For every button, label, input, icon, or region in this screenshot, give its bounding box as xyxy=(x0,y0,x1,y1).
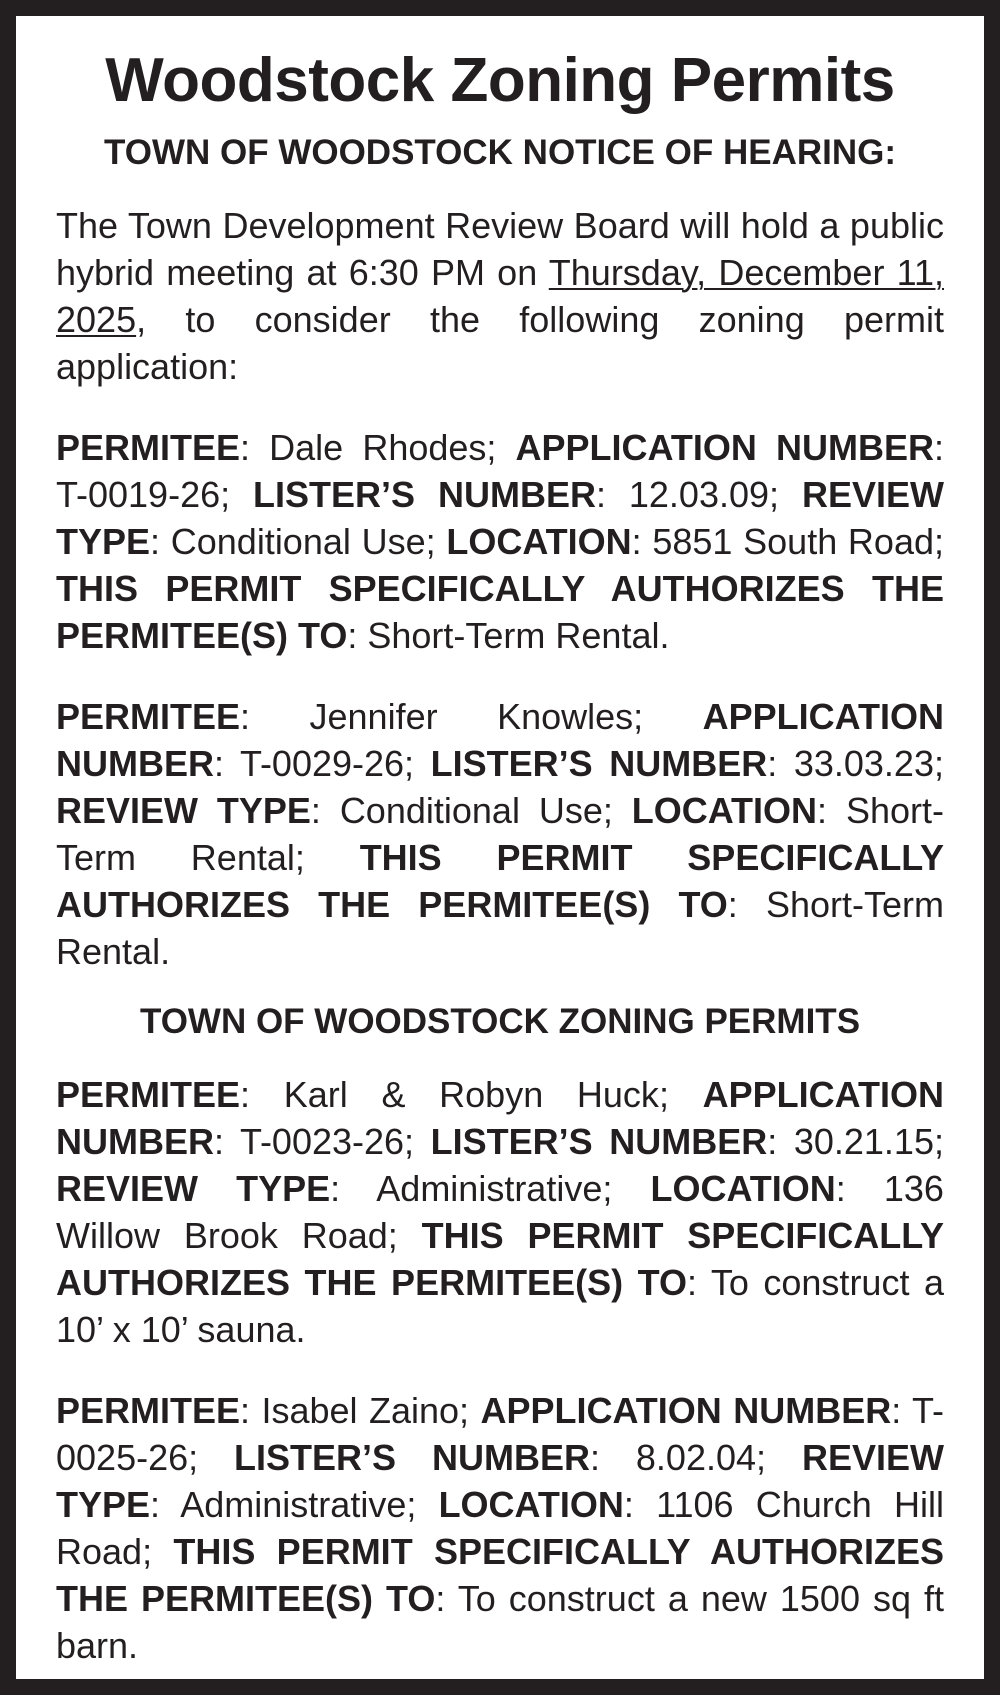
location-label: LOCATION xyxy=(438,1484,624,1525)
intro-text-before: The Town Development Review Board will hold a public hybrid meeting at 6:30 PM on xyxy=(56,205,944,293)
permit-entry: PERMITEE: Karl & Robyn Huck; APPLICATION NUMBER: T-0023-26; LISTER’S NUMBER: 30.21.15; REVIEW TYPE: Administrative; LOCATION: 136 Willow Brook Road; THIS PERMIT SPECIFICALLY AUTHORIZES THE PERMITEE(S) TO: To construct a 10’ x 10’ sauna. xyxy=(56,1074,944,1350)
hearing-heading: TOWN OF WOODSTOCK NOTICE OF HEARING: xyxy=(103,133,896,172)
permitee-label: PERMITEE xyxy=(56,696,241,737)
review-type-label: REVIEW TYPE xyxy=(56,1168,331,1209)
application-number: T-0019-26 xyxy=(56,474,221,515)
authorizes-text: To construct a 10’ x 10’ sauna. xyxy=(56,1262,944,1350)
listers-number-label: LISTER’S NUMBER xyxy=(430,743,768,784)
authorizes-text: Short-Term Rental. xyxy=(56,884,944,972)
listers-number: 33.03.23 xyxy=(793,743,934,784)
review-type-label: REVIEW TYPE xyxy=(56,474,944,562)
review-type: Administrative xyxy=(376,1168,603,1209)
review-type-label: REVIEW TYPE xyxy=(56,1437,944,1525)
location-label: LOCATION xyxy=(631,790,818,831)
permitee-label: PERMITEE xyxy=(56,427,241,468)
page-title: Woodstock Zoning Permits xyxy=(105,46,895,115)
location: Short-Term Rental xyxy=(56,790,944,878)
authorizes-text: To construct a new 1500 sq ft barn. xyxy=(56,1578,945,1666)
location: 1106 Church Hill Road xyxy=(56,1484,944,1572)
application-number-label: APPLICATION NUMBER xyxy=(480,1390,892,1431)
permits-heading: TOWN OF WOODSTOCK ZONING PERMITS xyxy=(139,1002,861,1041)
review-type: Conditional Use xyxy=(170,521,426,562)
location: 136 Willow Brook Road xyxy=(56,1168,944,1256)
listers-number: 8.02.04 xyxy=(635,1437,757,1478)
permit-entry: PERMITEE: Isabel Zaino; APPLICATION NUMBER: T-0025-26; LISTER’S NUMBER: 8.02.04; REVIEW TYPE: Administrative; LOCATION: 1106 Church Hill Road; THIS PERMIT SPECIFICALLY AUTHORIZES THE PERMITEE(S) TO: To construct a new 1500 sq ft barn. xyxy=(56,1390,945,1666)
listers-number-label: LISTER’S NUMBER xyxy=(234,1437,590,1478)
authorizes-text: Short-Term Rental. xyxy=(367,615,670,656)
permit-entry: PERMITEE: Jennifer Knowles; APPLICATION NUMBER: T-0029-26; LISTER’S NUMBER: 33.03.23; REVIEW TYPE: Conditional Use; LOCATION: Short-Term Rental; THIS PERMIT SPECIFICALLY AUTHORIZES THE PERMITEE(S) TO: Short-Term Rental. xyxy=(56,696,945,972)
listers-number: 30.21.15 xyxy=(793,1121,934,1162)
authorizes-label: THIS PERMIT SPECIFICALLY AUTHORIZES THE PERMITEE(S) TO xyxy=(56,568,944,656)
hearing-date: Thursday, December 11, 2025 xyxy=(56,252,944,340)
notice-content xyxy=(56,40,944,1669)
permitee-name: Jennifer Knowles xyxy=(309,696,634,737)
listers-number-label: LISTER’S NUMBER xyxy=(253,474,596,515)
application-number-label: APPLICATION NUMBER xyxy=(56,1074,944,1162)
listers-number-label: LISTER’S NUMBER xyxy=(430,1121,768,1162)
authorizes-label: THIS PERMIT SPECIFICALLY AUTHORIZES THE PERMITEE(S) TO xyxy=(56,1215,944,1303)
review-type: Conditional Use xyxy=(339,790,603,831)
authorizes-label: THIS PERMIT SPECIFICALLY AUTHORIZES THE PERMITEE(S) TO xyxy=(56,1531,944,1619)
permit-entry: PERMITEE: Dale Rhodes; APPLICATION NUMBER: T-0019-26; LISTER’S NUMBER: 12.03.09; REVIEW TYPE: Conditional Use; LOCATION: 5851 South Road; THIS PERMIT SPECIFICALLY AUTHORIZES THE PERMITEE(S) TO: Short-Term Rental. xyxy=(56,427,945,656)
application-number-label: APPLICATION NUMBER xyxy=(56,696,944,784)
intro-text-after: , to consider the following zoning permit application: xyxy=(56,299,944,387)
hearing-intro xyxy=(56,202,944,390)
permitee-label: PERMITEE xyxy=(56,1074,241,1115)
application-number-label: APPLICATION NUMBER xyxy=(515,427,934,468)
permitee-name: Isabel Zaino xyxy=(261,1390,460,1431)
permitee-label: PERMITEE xyxy=(56,1390,241,1431)
application-number: T-0023-26 xyxy=(239,1121,405,1162)
location: 5851 South Road xyxy=(652,521,934,562)
review-type-label: REVIEW TYPE xyxy=(56,790,311,831)
location-label: LOCATION xyxy=(650,1168,836,1209)
application-number: T-0029-26 xyxy=(239,743,405,784)
review-type: Administrative xyxy=(180,1484,407,1525)
application-number: T-0025-26 xyxy=(56,1390,944,1478)
permitee-name: Karl & Robyn Huck xyxy=(283,1074,659,1115)
permitee-name: Dale Rhodes xyxy=(269,427,487,468)
listers-number: 12.03.09 xyxy=(628,474,770,515)
location-label: LOCATION xyxy=(446,521,632,562)
authorizes-label: THIS PERMIT SPECIFICALLY AUTHORIZES THE PERMITEE(S) TO xyxy=(56,837,945,925)
